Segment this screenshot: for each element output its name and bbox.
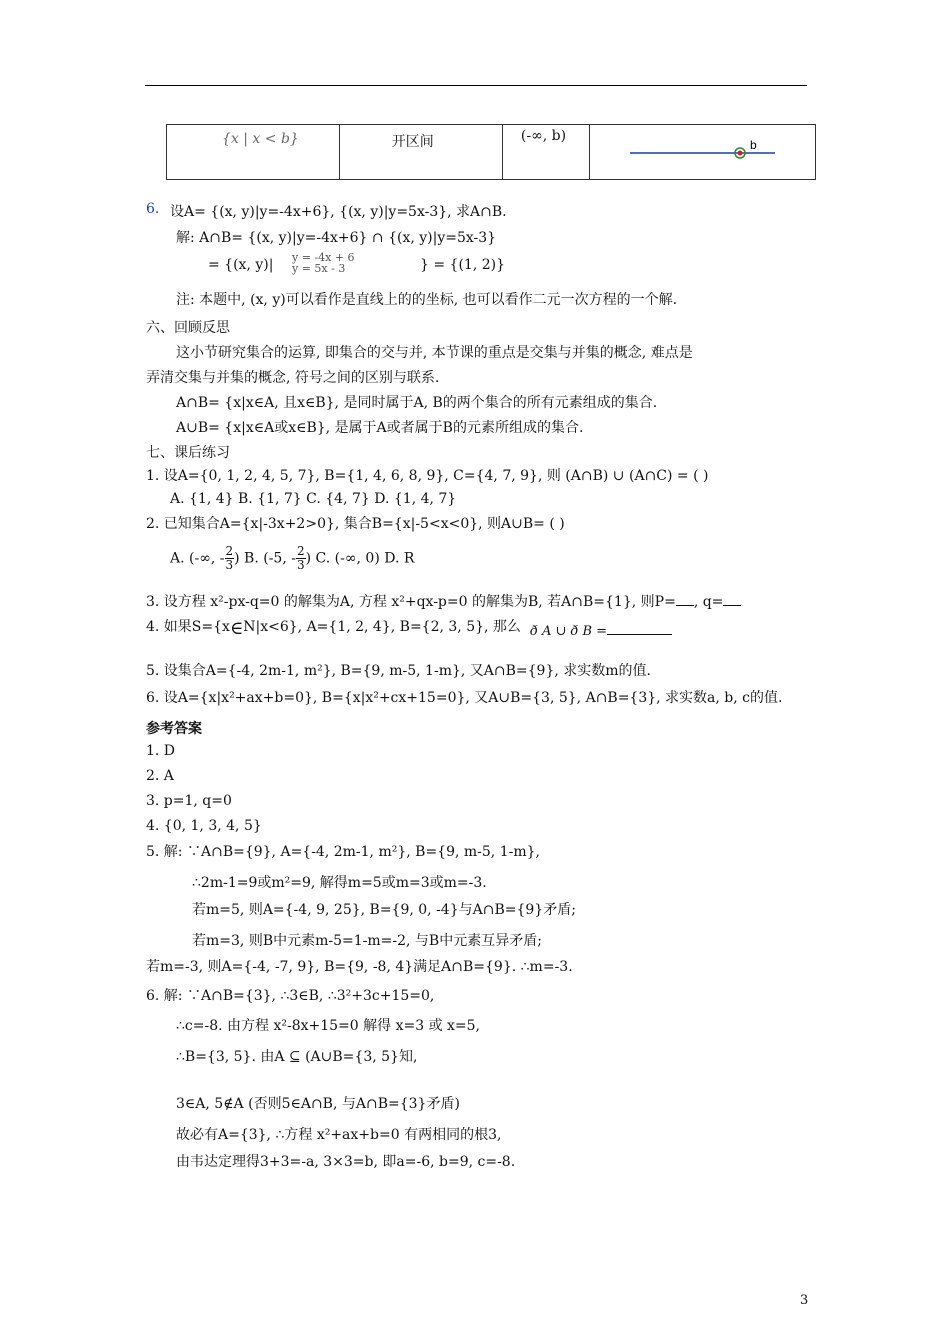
solution-6-step2a: = {(x, y)| (208, 257, 274, 273)
answer-6-step5: 故必有A={3}, ∴方程 x²+ax+b=0 有两相同的根3, (176, 1127, 502, 1143)
equation-1: y = -4x + 6 (292, 251, 355, 264)
table-row (167, 125, 816, 180)
answer-2: 2. A (146, 768, 174, 784)
page-number: 3 (800, 1293, 809, 1308)
answer-6-step6: 由韦达定理得3+3=-a, 3×3=b, 即a=-6, b=9, c=-8. (176, 1154, 516, 1170)
exercise-4: 4. 如果S={x∈N|x<6}, A={1, 2, 4}, B={2, 3, 5}, 那么 (146, 618, 521, 639)
exercise-1: 1. 设A={0, 1, 2, 4, 5, 7}, B={1, 4, 6, 8, 9}, C={4, 7, 9}, 则 (A∩B) ∪ (A∩C) = ( ) (146, 468, 709, 484)
solution-6-step2d: } = {(1, 2)} (420, 257, 505, 273)
point-label: b (750, 138, 757, 152)
exercise-5: 5. 设集合A={-4, 2m-1, m²}, B={9, m-5, 1-m}, 又A∩B={9}, 求实数m的值. (146, 663, 651, 679)
answer-3: 3. p=1, q=0 (146, 793, 232, 809)
solution-6-note: 注: 本题中, (x, y)可以看作是直线上的的坐标, 也可以看作二元一次方程的一个解. (176, 292, 678, 308)
section-7-heading: 七、课后练习 (146, 445, 230, 461)
exercise-3: 3. 设方程 x²-px-q=0 的解集为A, 方程 x²+qx-p=0 的解集为B, 若A∩B={1}, 则P= , q= (146, 591, 741, 611)
number-line-cell (590, 125, 816, 180)
answers-heading: 参考答案 (146, 721, 202, 737)
review-line-3: A∩B= {x|x∈A, 且x∈B}, 是同时属于A, B的两个集合的所有元素组成的集合. (176, 395, 658, 411)
open-point-dot (738, 151, 743, 156)
option-a-text: A. (-∞, - (170, 550, 225, 567)
exercise-4-expression: ð A ∪ ð B = (530, 622, 672, 639)
number-line-figure (590, 125, 815, 175)
answer-1: 1. D (146, 743, 176, 759)
review-line-4: A∪B= {x|x∈A或x∈B}, 是属于A或者属于B的元素所组成的集合. (176, 420, 584, 436)
equation-system (292, 252, 355, 274)
option-b-text: ) B. (-5, - (234, 550, 296, 567)
solution-6-step1: 解: A∩B= {(x, y)|y=-4x+6} ∩ {(x, y)|y=5x-3} (176, 230, 497, 246)
element-of-symbol: ∈ (229, 618, 244, 639)
set-notation-cell: {x | x < b} (167, 125, 340, 180)
review-line-1: 这小节研究集合的运算, 即集合的交与并, 本节课的重点是交集与并集的概念, 难点是 (176, 345, 693, 361)
exercise-2: 2. 已知集合A={x|-3x+2>0}, 集合B={x|-5<x<0}, 则A∪B= ( ) (146, 516, 565, 532)
answer-5-step5: 若m=-3, 则A={-4, -7, 9}, B={9, -8, 4}满足A∩B={9}. ∴m=-3. (146, 959, 573, 975)
answer-6: 6. 解: ∵A∩B={3}, ∴3∈B, ∴3²+3c+15=0, (146, 988, 435, 1004)
blank-complement[interactable] (607, 622, 672, 635)
interval-notation-cell: (-∞, b) (502, 125, 589, 180)
answer-4: 4. {0, 1, 3, 4, 5} (146, 818, 262, 834)
answer-6-step2: ∴c=-8. 由方程 x²-8x+15=0 解得 x=3 或 x=5, (176, 1018, 481, 1034)
fraction-b: $\frac{2}{3}$ (296, 544, 305, 572)
section-6-heading: 六、回顾反思 (146, 320, 230, 336)
answer-5-step2: ∴2m-1=9或m²=9, 解得m=5或m=3或m=-3. (192, 875, 487, 891)
answer-6-step4: 3∈A, 5∉A (否则5∈A∩B, 与A∩B={3}矛盾) (176, 1096, 460, 1112)
question-6: 设A= {(x, y)|y=-4x+6}, {(x, y)|y=5x-3}, 求A∩B. (170, 204, 507, 220)
answer-5-step3: 若m=5, 则A={-4, 9, 25}, B={9, 0, -4}与A∩B={9}矛盾; (192, 902, 576, 918)
answer-6-step3: ∴B={3, 5}. 由A ⊆ (A∪B={3, 5}知, (176, 1049, 418, 1065)
review-line-2: 弄清交集与并集的概念, 符号之间的区别与联系. (146, 370, 440, 386)
exercise-6: 6. 设A={x|x²+ax+b=0}, B={x|x²+cx+15=0}, 又A∪B={3, 5}, A∩B={3}, 求实数a, b, c的值. (146, 690, 783, 706)
question-6-line: 6. (146, 201, 160, 217)
exercise-1-options: A. {1, 4} B. {1, 7} C. {4, 7} D. {1, 4, 7} (170, 491, 457, 507)
interval-name-cell: 开区间 (339, 125, 502, 180)
exercise-2-options (170, 545, 414, 572)
header-rule (145, 85, 807, 86)
equation-2: y = 5x - 3 (292, 262, 346, 275)
option-cd-text: ) C. (-∞, 0) D. R (305, 550, 415, 567)
answer-5: 5. 解: ∵A∩B={9}, A={-4, 2m-1, m²}, B={9, m-5, 1-m}, (146, 844, 540, 860)
interval-table (166, 124, 816, 180)
answer-5-step4: 若m=3, 则B中元素m-5=1-m=-2, 与B中元素互异矛盾; (192, 933, 542, 949)
fraction-a: $\frac{2}{3}$ (225, 544, 234, 572)
blank-p[interactable] (676, 593, 694, 606)
blank-q[interactable] (723, 593, 741, 606)
